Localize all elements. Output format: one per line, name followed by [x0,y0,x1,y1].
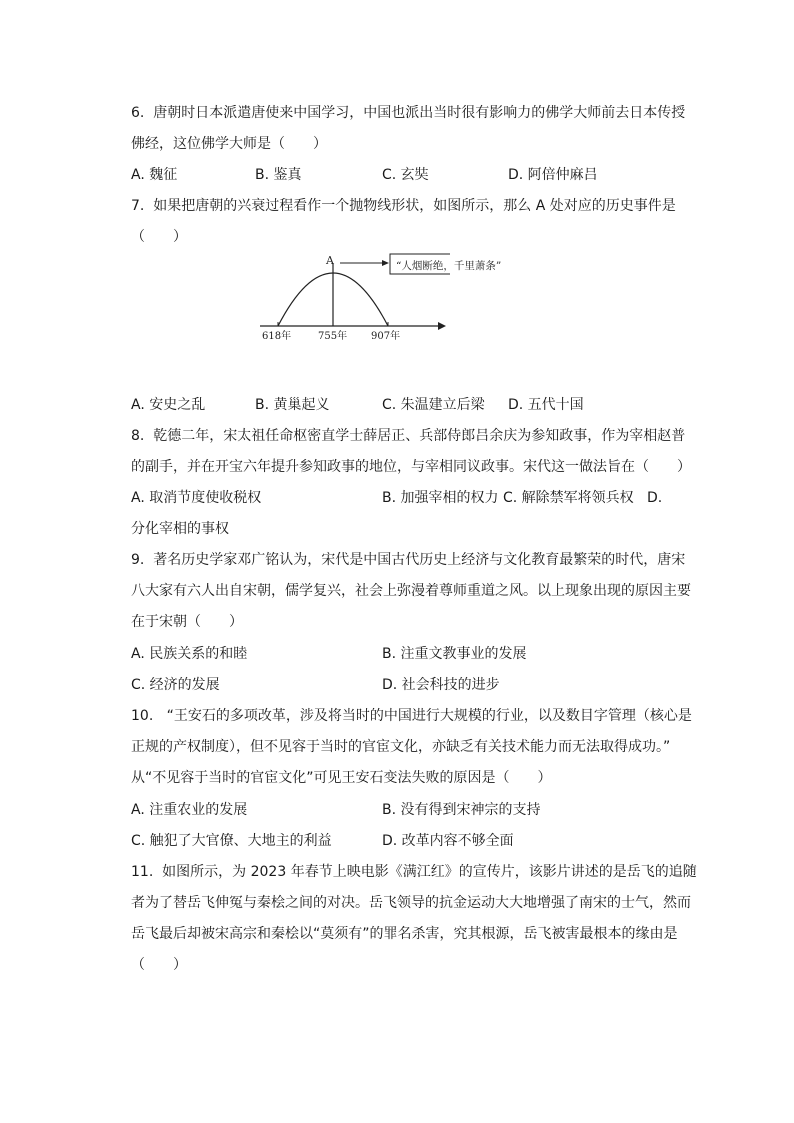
quote-text-layer [250,248,550,288]
q7-option-a: A. 安史之乱 [131,397,206,413]
q9-option-a: A. 民族关系的和睦 [131,646,248,662]
tick-label-618: 618年 [262,331,292,342]
q8-option-d-text: 分化宰相的事权 [131,521,229,537]
q9-stem-line2: 八大家有六人出自宋朝，儒学复兴，社会上弥漫着尊师重道之风。以上现象出现的原因主要 [131,583,691,599]
q9-stem-line1: 9. 著名历史学家邓广铭认为，宋代是中国古代历史上经济与文化教育最繁荣的时代，唐宋 [131,552,686,568]
q10-stem-line1: 10. “王安石的多项改革，涉及将当时的中国进行大规模的行业，以及数目字管理（核心是 [131,708,692,724]
q10-option-b: B. 没有得到宋神宗的支持 [382,802,541,818]
q11-stem-line3: 岳飞最后却被宋高宗和秦桧以“莫须有”的罪名杀害，究其根源，岳飞被害最根本的缘由是 [131,926,678,942]
q7-stem-line2: （ ） [131,229,187,245]
q7-option-d: D. 五代十国 [508,397,584,413]
q7-option-b: B. 黄巢起义 [255,397,330,413]
q8-stem-line1: 8. 乾德二年，宋太祖任命枢密直学士薛居正、兵部侍郎吕余庆为参知政事，作为宰相赵普 [131,428,686,444]
axis-arrowhead [438,322,446,330]
q10-option-a: A. 注重农业的发展 [131,802,248,818]
q6-option-c: C. 玄奘 [382,167,429,183]
q6-option-d: D. 阿倍仲麻吕 [508,167,598,183]
q8-stem-line2: 的副手，并在开宝六年提升参知政事的地位，与宰相同议政事。宋代这一做法旨在（ ） [131,459,691,475]
q9-option-b: B. 注重文教事业的发展 [382,646,527,662]
q10-stem-line2: 正规的产权制度），但不见容于当时的官宦文化，亦缺乏有关技术能力而无法取得成功。” [131,739,671,755]
q9-option-d: D. 社会科技的进步 [382,677,500,693]
q10-option-c: C. 触犯了大官僚、大地主的利益 [131,833,332,849]
q6-option-a: A. 魏征 [131,167,178,183]
q10-stem-line3: 从“不见容于当时的官宦文化”可见王安石变法失败的原因是（ ） [131,770,552,786]
quote-box-text: “人烟断绝，千里萧条” [396,260,502,272]
q8-options-bcd: B. 加强宰相的权力 C. 解除禁军将领兵权 D. [382,490,663,506]
q11-stem-line4: （ ） [131,957,187,973]
q11-stem-line2: 者为了替岳飞伸冤与秦桧之间的对决。岳飞领导的抗金运动大大地增强了南宋的士气，然而 [131,895,691,911]
q10-option-d: D. 改革内容不够全面 [382,833,514,849]
q6-stem-line1: 6. 唐朝时日本派遣唐使来中国学习，中国也派出当时很有影响力的佛学大师前去日本传授 [131,105,686,121]
q8-option-a: A. 取消节度使收税权 [131,490,262,506]
q11-stem-line1: 11. 如图所示，为 2023 年春节上映电影《满江红》的宣传片，该影片讲述的是岳飞的追随 [131,864,697,880]
tick-label-907: 907年 [371,331,401,342]
tick-label-755: 755年 [318,331,348,342]
q7-stem-line1: 7. 如果把唐朝的兴衰过程看作一个抛物线形状，如图所示，那么 A 处对应的历史事件是 [131,198,676,214]
q9-stem-line3: 在于宋朝（ ） [131,614,243,630]
q7-option-c: C. 朱温建立后梁 [382,397,485,413]
q9-option-c: C. 经济的发展 [131,677,220,693]
peak-label-a: A [326,254,334,267]
q6-option-b: B. 鉴真 [255,167,302,183]
q6-stem-line2: 佛经，这位佛学大师是（ ） [131,136,327,152]
